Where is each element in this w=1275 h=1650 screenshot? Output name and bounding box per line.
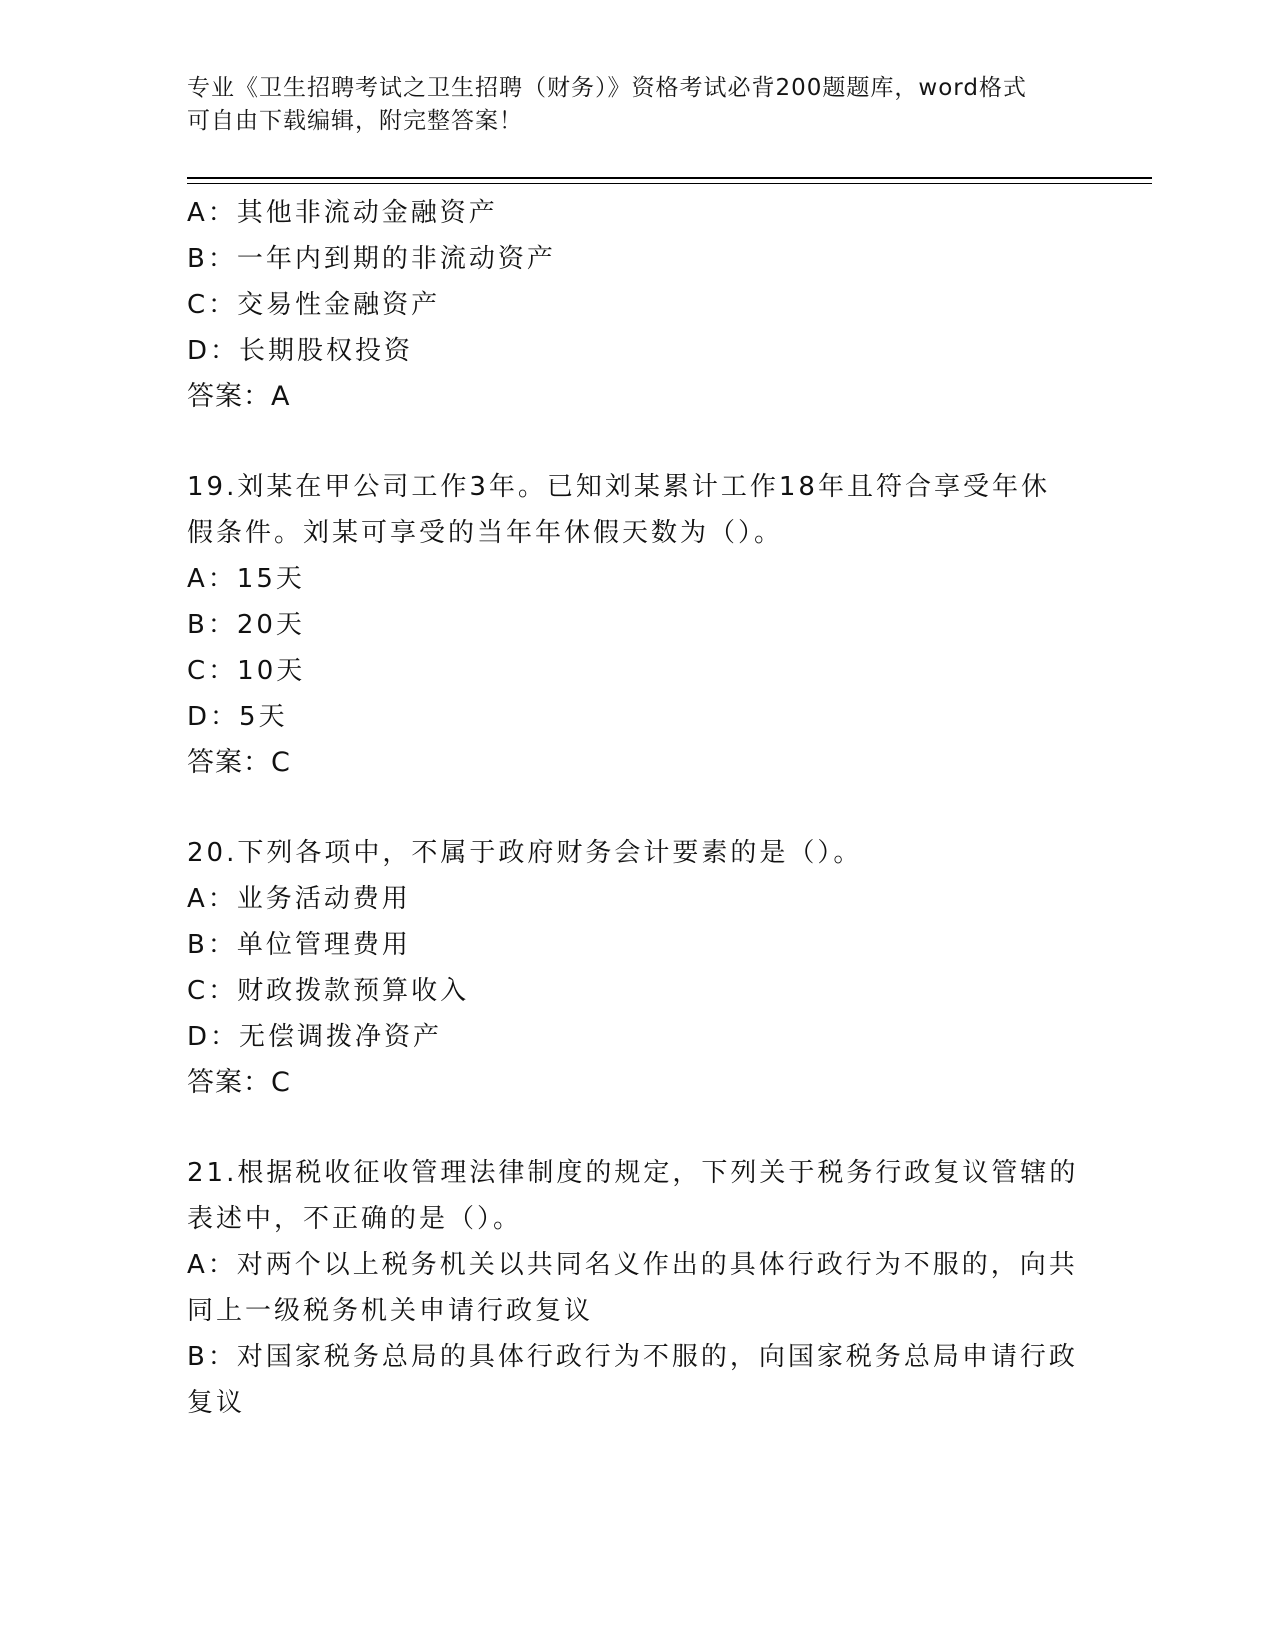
option-a: A：业务活动费用 [187, 884, 411, 914]
spacer [187, 786, 1087, 830]
option-d: D：长期股权投资 [187, 336, 414, 366]
option-b: B：20天 [187, 610, 305, 640]
question-20 [187, 830, 1087, 1106]
option-c: C：交易性金融资产 [187, 290, 441, 320]
header-title-line-2: 可自由下载编辑，附完整答案！ [187, 108, 523, 134]
option-b-line-2: 复议 [187, 1388, 246, 1418]
option-a: A：其他非流动金融资产 [187, 198, 498, 228]
answer-line: 答案：A [187, 381, 291, 412]
spacer [187, 1106, 1087, 1150]
option-a: A：15天 [187, 564, 305, 594]
spacer [187, 420, 1087, 464]
question-list [187, 190, 1087, 1426]
header-divider-thick [187, 177, 1152, 179]
question-21 [187, 1150, 1087, 1426]
question-stem-line-1: 21.根据税收征收管理法律制度的规定，下列关于税务行政复议管辖的 [187, 1158, 1079, 1188]
question-19 [187, 464, 1087, 786]
answer-line: 答案：C [187, 747, 291, 778]
question-stem-line-1: 20.下列各项中，不属于政府财务会计要素的是（）。 [187, 838, 863, 868]
question-stem-line-1: 19.刘某在甲公司工作3年。已知刘某累计工作18年且符合享受年休 [187, 472, 1050, 502]
header-divider-thin [187, 183, 1152, 184]
option-d: D：无偿调拨净资产 [187, 1022, 443, 1052]
option-c: C：财政拨款预算收入 [187, 976, 470, 1006]
answer-line: 答案：C [187, 1067, 291, 1098]
question-stem-line-2: 表述中，不正确的是（）。 [187, 1204, 523, 1234]
option-b-line-1: B：对国家税务总局的具体行政行为不服的，向国家税务总局申请行政 [187, 1342, 1078, 1372]
header-title-line-1: 专业《卫生招聘考试之卫生招聘（财务）》资格考试必背200题题库，word格式 [187, 75, 1027, 101]
option-d: D：5天 [187, 702, 288, 732]
question-18 [187, 190, 1087, 420]
question-stem-line-2: 假条件。刘某可享受的当年年休假天数为（）。 [187, 518, 784, 548]
option-c: C：10天 [187, 656, 306, 686]
document-header [187, 72, 1067, 138]
option-a-line-1: A：对两个以上税务机关以共同名义作出的具体行政行为不服的，向共 [187, 1250, 1078, 1280]
option-a-line-2: 同上一级税务机关申请行政复议 [187, 1296, 594, 1326]
option-b: B：一年内到期的非流动资产 [187, 244, 556, 274]
option-b: B：单位管理费用 [187, 930, 411, 960]
